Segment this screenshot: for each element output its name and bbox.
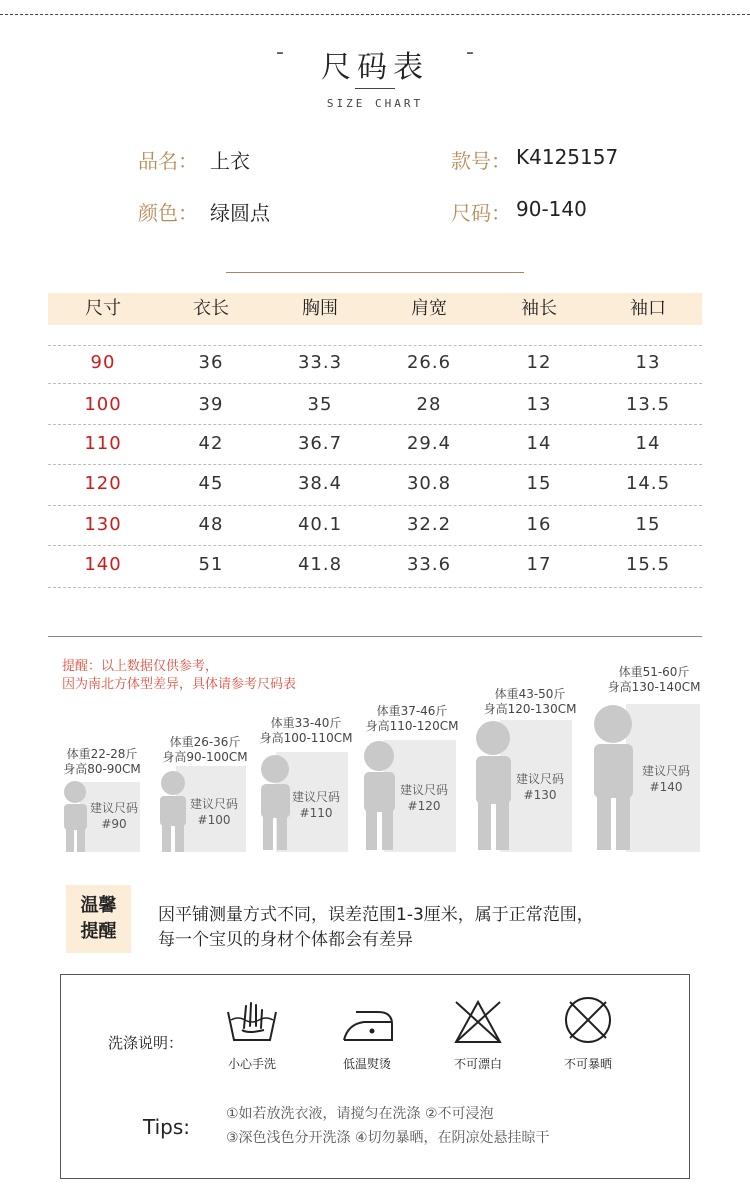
low-iron-icon xyxy=(338,1004,396,1044)
no-bleach-caption: 不可漂白 xyxy=(453,1057,502,1071)
cell-length: 39 xyxy=(198,394,224,415)
cell-shoulder: 32.2 xyxy=(406,514,452,535)
section-separator xyxy=(48,636,702,637)
cell-size: 100 xyxy=(84,394,122,415)
size-range-value: 90-140 xyxy=(516,197,587,221)
hand-wash-icon xyxy=(224,1000,280,1044)
figure-weight: 体重33-40斤 xyxy=(270,716,342,730)
tips-line-2: ③深色浅色分开洗涤 ④切勿暴晒，在阴凉处悬挂晾干 xyxy=(226,1130,550,1146)
table-row xyxy=(48,514,702,538)
hand-wash-caption: 小心手洗 xyxy=(227,1057,276,1071)
header-chest: 胸围 xyxy=(302,298,338,319)
cell-shoulder: 29.4 xyxy=(406,433,452,454)
no-sun-icon xyxy=(562,994,614,1046)
figure-height: 身高90-100CM xyxy=(162,750,248,764)
notice-line-2: 因为南北方体型差异，具体请参考尺码表 xyxy=(62,677,297,692)
low-iron-caption: 低温熨烫 xyxy=(342,1057,391,1071)
cell-shoulder: 30.8 xyxy=(406,473,452,494)
tips-line-1: ①如若放洗衣液，请搅匀在洗涤 ②不可浸泡 xyxy=(226,1106,494,1122)
cell-length: 48 xyxy=(198,514,224,535)
cell-cuff: 14.5 xyxy=(625,473,671,494)
size-table-header xyxy=(48,293,702,325)
suggest-size-value: #130 xyxy=(523,788,557,802)
table-row xyxy=(48,352,702,376)
cell-cuff: 15 xyxy=(635,514,661,535)
no-bleach-icon xyxy=(452,998,504,1046)
cell-sleeve-length: 13 xyxy=(526,394,552,415)
cell-sleeve-length: 17 xyxy=(526,554,552,575)
warm-tip-line-2: 提醒 xyxy=(80,921,117,942)
product-name-value: 上衣 xyxy=(210,149,250,173)
table-row xyxy=(48,554,702,578)
title-left-dash: - xyxy=(276,40,284,65)
suggest-size-label: 建议尺码 xyxy=(291,790,340,804)
suggest-size-value: #120 xyxy=(407,799,441,813)
suggest-size-label: 建议尺码 xyxy=(515,772,564,786)
cell-cuff: 14 xyxy=(635,433,661,454)
washing-label: 洗涤说明： xyxy=(108,1034,184,1052)
tip-text-line-1: 因平铺测量方式不同，误差范围1-3厘米，属于正常范围， xyxy=(158,905,594,925)
suggest-size-label: 建议尺码 xyxy=(189,797,238,811)
cell-chest: 40.1 xyxy=(297,514,343,535)
cell-length: 45 xyxy=(198,473,224,494)
cell-sleeve-length: 16 xyxy=(526,514,552,535)
color-label: 颜色： xyxy=(138,201,198,225)
cell-chest: 35 xyxy=(307,394,333,415)
suggest-size-value: #90 xyxy=(101,817,127,831)
cell-size: 140 xyxy=(84,554,122,575)
cell-chest: 38.4 xyxy=(297,473,343,494)
cell-cuff: 15.5 xyxy=(625,554,671,575)
cell-size: 90 xyxy=(90,352,116,373)
cell-shoulder: 28 xyxy=(416,394,442,415)
suggest-size-value: #140 xyxy=(649,780,683,794)
figure-height: 身高80-90CM xyxy=(63,762,141,776)
cell-shoulder: 26.6 xyxy=(406,352,452,373)
warm-tip-badge xyxy=(66,885,131,953)
page-title: 尺码表 xyxy=(321,50,429,85)
cell-length: 51 xyxy=(198,554,224,575)
cell-sleeve-length: 15 xyxy=(526,473,552,494)
top-dashed-border xyxy=(0,14,750,15)
header-size: 尺寸 xyxy=(85,298,121,319)
figure-height: 身高120-130CM xyxy=(483,702,577,716)
tip-text-line-2: 每一个宝贝的身材个体都会有差异 xyxy=(158,930,413,950)
suggest-size-value: #110 xyxy=(299,806,333,820)
figure-height: 身高110-120CM xyxy=(365,719,459,733)
suggest-size-label: 建议尺码 xyxy=(89,801,138,815)
cell-sleeve-length: 14 xyxy=(526,433,552,454)
figure-height: 身高130-140CM xyxy=(607,680,701,694)
product-name-label: 品名： xyxy=(138,149,198,173)
child-silhouette-icon xyxy=(58,778,94,854)
figure-weight: 体重51-60斤 xyxy=(618,665,690,679)
cell-chest: 41.8 xyxy=(297,554,343,575)
cell-length: 36 xyxy=(198,352,224,373)
suggest-size-value: #100 xyxy=(197,813,231,827)
figure-weight: 体重26-36斤 xyxy=(169,735,241,749)
cell-shoulder: 33.6 xyxy=(406,554,452,575)
suggest-size-label: 建议尺码 xyxy=(399,783,448,797)
style-number-value: K4125157 xyxy=(516,145,619,169)
cell-cuff: 13 xyxy=(635,352,661,373)
figure-weight: 体重43-50斤 xyxy=(494,687,566,701)
cell-size: 120 xyxy=(84,473,122,494)
cell-size: 110 xyxy=(84,433,122,454)
table-row xyxy=(48,473,702,497)
header-length: 衣长 xyxy=(193,298,229,319)
table-row xyxy=(48,394,702,418)
cell-sleeve-length: 12 xyxy=(526,352,552,373)
table-row xyxy=(48,433,702,457)
title-right-dash: - xyxy=(466,40,474,65)
color-value: 绿圆点 xyxy=(210,201,270,225)
table-dashline xyxy=(48,464,702,465)
cell-cuff: 13.5 xyxy=(625,394,671,415)
figure-weight: 体重22-28斤 xyxy=(66,747,138,761)
cell-length: 42 xyxy=(198,433,224,454)
notice-line-1: 提醒：以上数据仅供参考， xyxy=(62,659,219,674)
table-dashline xyxy=(48,505,702,506)
cell-chest: 33.3 xyxy=(297,352,343,373)
table-dashline xyxy=(48,424,702,425)
suggest-size-label: 建议尺码 xyxy=(641,764,690,778)
info-divider xyxy=(226,272,524,273)
table-dashline xyxy=(48,545,702,546)
tips-label: Tips: xyxy=(143,1115,191,1139)
size-range-label: 尺码： xyxy=(451,201,511,225)
warm-tip-line-1: 温馨 xyxy=(80,895,117,916)
figure-height: 身高100-110CM xyxy=(259,731,353,745)
page-subtitle: SIZE CHART xyxy=(326,97,424,110)
no-sun-caption: 不可暴晒 xyxy=(563,1057,612,1071)
cell-chest: 36.7 xyxy=(297,433,343,454)
table-dashline xyxy=(48,383,702,384)
cell-size: 130 xyxy=(84,514,122,535)
table-dashline xyxy=(48,345,702,346)
header-shoulder: 肩宽 xyxy=(411,298,447,319)
figure-weight: 体重37-46斤 xyxy=(376,704,448,718)
style-number-label: 款号： xyxy=(451,149,511,173)
header-cuff: 袖口 xyxy=(630,298,666,319)
header-sleeve-length: 袖长 xyxy=(521,298,557,319)
title-underline xyxy=(355,88,395,89)
table-dashline xyxy=(48,587,702,588)
